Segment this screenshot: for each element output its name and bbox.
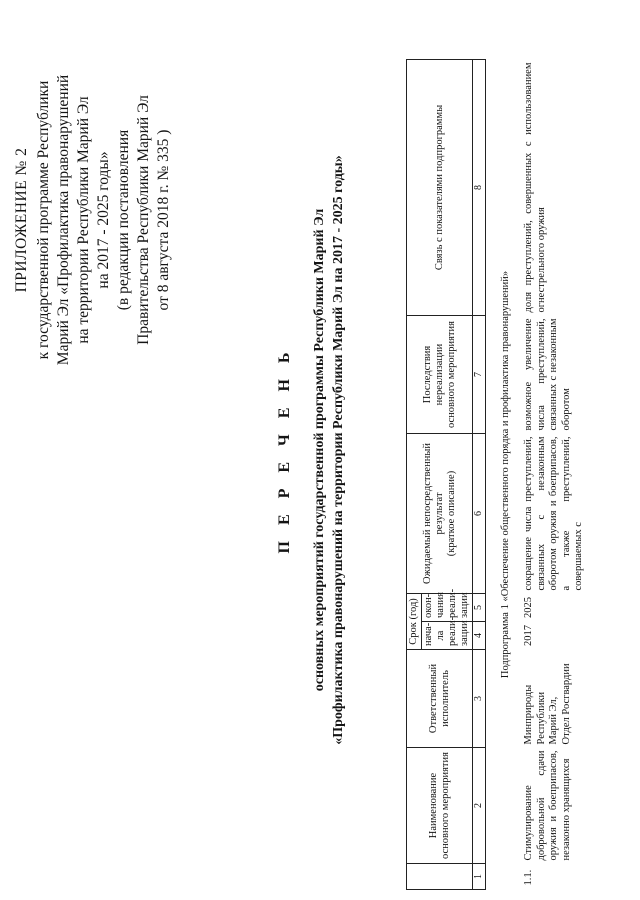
column-number: 1	[473, 864, 486, 890]
column-number: 7	[473, 316, 486, 434]
row-start: 2017	[523, 625, 534, 646]
row-link: доля преступлений, совершенных с использованием огнестрельного оружия	[523, 62, 547, 313]
header-executor: Ответственный исполнитель	[407, 650, 473, 748]
title-block	[276, 0, 348, 900]
row-end: 2025	[523, 597, 534, 618]
document-subtitle-line2: «Профилактика правонарушений на территории Республики Марий Эл на 2017 - 2025 годы»	[331, 155, 346, 745]
column-number: 4	[473, 622, 486, 650]
column-number: 5	[473, 594, 486, 622]
appendix-line: к государственной программе Республики	[35, 80, 52, 360]
header-term: Срок (год)	[407, 594, 422, 650]
header-consequences: Последствия нереализации основного мероприятия	[407, 316, 473, 434]
document-title: П Е Р Е Ч Е Н Ь	[276, 346, 293, 554]
section-title: Подпрограмма 1 «Обеспечение общественного порядка и профилактика правонарушений»	[500, 270, 511, 679]
table-header-row	[407, 60, 422, 890]
appendix-line: (в редакции постановления	[115, 129, 132, 311]
row-consequences: возможное увеличение числа преступлений, связанных с незаконным оборотом	[523, 318, 572, 431]
appendix-line: Марий Эл «Профилактика правонарушений	[55, 74, 72, 366]
row-executor: Минприроды Республики Марий Эл, Отдел Росгвардии	[523, 663, 572, 745]
measures-table	[406, 59, 588, 890]
appendix-line: ПРИЛОЖЕНИЕ № 2	[13, 147, 30, 293]
header-number-cell	[407, 864, 473, 890]
appendix-line: Правительства Республики Марий Эл	[135, 95, 152, 345]
header-name: Наименование основного мероприятия	[407, 748, 473, 864]
appendix-line: на 2017 - 2025 годы»	[95, 151, 112, 289]
appendix-header	[12, 70, 174, 370]
document-subtitle-line1: основных мероприятий государственной программы Республики Марий Эл	[312, 208, 327, 692]
row-number: 1.1.	[523, 869, 534, 886]
appendix-line: от 8 августа 2018 г. № 335 )	[155, 129, 172, 311]
column-number: 2	[473, 748, 486, 864]
header-start: нача- ла реали- зации	[422, 622, 473, 650]
column-number: 8	[473, 60, 486, 316]
column-number: 6	[473, 434, 486, 594]
column-number-row	[473, 60, 486, 890]
table-row	[521, 60, 588, 890]
row-result: сокращение числа преступлений, связанных с незаконным оборотом оружия и боеприпасов, а также преступлений, совершаемых с	[523, 436, 584, 591]
column-number: 3	[473, 650, 486, 748]
section-row	[486, 60, 522, 890]
appendix-line: на территории Республики Марий Эл	[75, 96, 92, 344]
header-link: Связь с показателями подпрограммы	[407, 60, 473, 316]
header-result: Ожидаемый непосредственный результат (краткое описание)	[407, 434, 473, 594]
row-name: Стимулирование добровольной сдачи оружия и боеприпасов, незаконно хранящихся	[523, 750, 572, 861]
header-end: окон- чания реали- зации	[422, 594, 473, 622]
